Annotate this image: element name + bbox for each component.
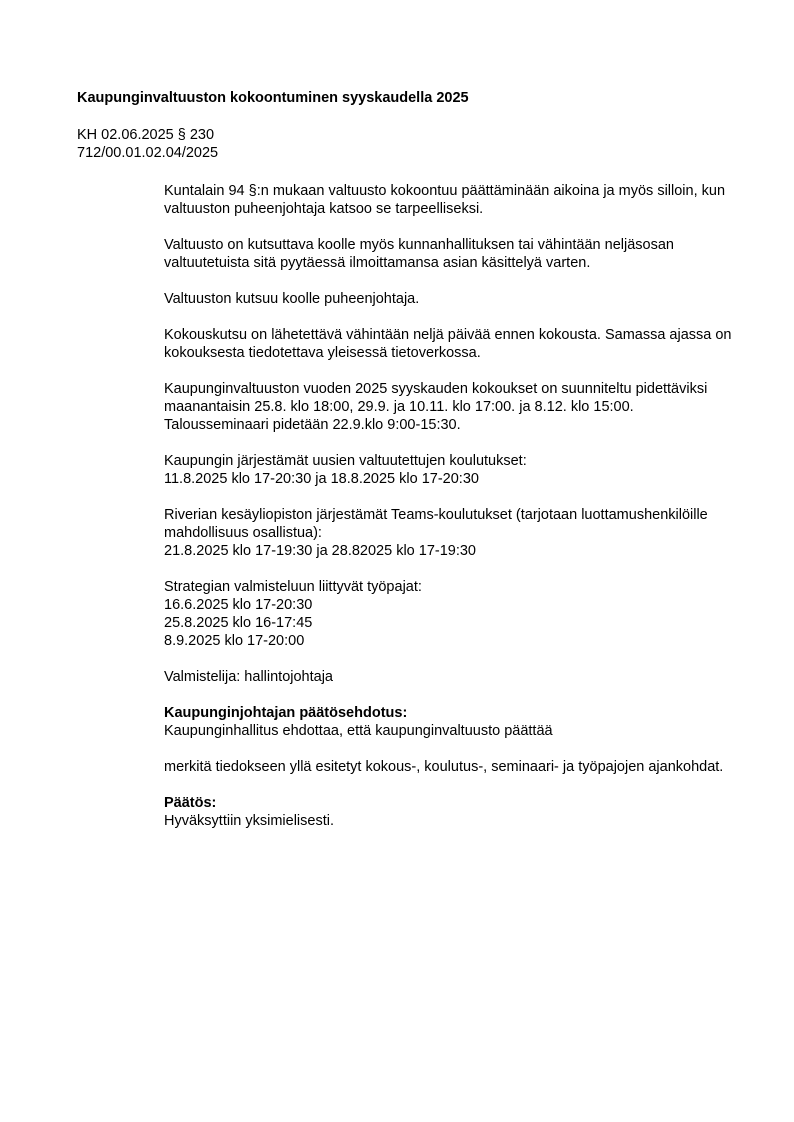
paragraph-strategy-workshops — [164, 578, 754, 650]
proposal-text: Kaupunginhallitus ehdottaa, että kaupunginvaltuusto päättää — [164, 723, 553, 739]
text-line: 11.8.2025 klo 17-20:30 ja 18.8.2025 klo 17-20:30 — [164, 471, 479, 487]
text-line: mahdollisuus osallistua): — [164, 525, 322, 541]
paragraph-convening-request — [164, 236, 754, 272]
text-line: Kaupunginvaltuuston vuoden 2025 syyskauden kokoukset on suunniteltu pidettäviksi — [164, 381, 708, 397]
paragraph-legal-basis — [164, 182, 754, 218]
decision-section — [164, 794, 754, 830]
text-line: Kaupungin järjestämät uusien valtuutettujen koulutukset: — [164, 453, 527, 469]
text-line: Valmistelija: hallintojohtaja — [164, 669, 333, 685]
text-line: Kokouskutsu on lähetettävä vähintään neljä päivää ennen kokousta. Samassa ajassa on — [164, 327, 732, 343]
document-body — [164, 182, 754, 848]
case-number: 712/00.01.02.04/2025 — [77, 145, 219, 161]
text-line: Talousseminaari pidetään 22.9.klo 9:00-15:30. — [164, 417, 461, 433]
text-line: 21.8.2025 klo 17-19:30 ja 28.82025 klo 17-19:30 — [164, 543, 476, 559]
proposal-action: merkitä tiedokseen yllä esitetyt kokous-, koulutus-, seminaari- ja työpajojen ajankohdat. — [164, 759, 724, 775]
paragraph-city-trainings — [164, 452, 754, 488]
text-line: valtuuston puheenjohtaja katsoo se tarpeelliseksi. — [164, 201, 484, 217]
text-line: valtuutetuista sitä pyytäessä ilmoittamansa asian käsittelyä varten. — [164, 255, 591, 271]
decision-heading: Päätös: — [164, 795, 217, 811]
paragraph-invitation — [164, 326, 754, 362]
text-line: Valtuusto on kutsuttava koolle myös kunnanhallituksen tai vähintään neljäsosan — [164, 237, 674, 253]
text-line: 25.8.2025 klo 16-17:45 — [164, 615, 313, 631]
proposal-heading: Kaupunginjohtajan päätösehdotus: — [164, 705, 408, 721]
text-line: Strategian valmisteluun liittyvät työpajat: — [164, 579, 422, 595]
paragraph-chair-convenes — [164, 290, 754, 308]
document-meta — [77, 126, 218, 162]
text-line: Riverian kesäyliopiston järjestämät Teams-koulutukset (tarjotaan luottamushenkilöille — [164, 507, 708, 523]
paragraph-meeting-schedule — [164, 380, 754, 434]
paragraph-teams-trainings — [164, 506, 754, 560]
text-line: Valtuuston kutsuu koolle puheenjohtaja. — [164, 291, 420, 307]
text-line: maanantaisin 25.8. klo 18:00, 29.9. ja 10.11. klo 17:00. ja 8.12. klo 15:00. — [164, 399, 634, 415]
meeting-reference: KH 02.06.2025 § 230 — [77, 127, 215, 143]
text-line: kokouksesta tiedotettava yleisessä tietoverkossa. — [164, 345, 481, 361]
decision-text: Hyväksyttiin yksimielisesti. — [164, 813, 334, 829]
proposal-action-paragraph — [164, 758, 754, 776]
proposal-section — [164, 704, 754, 740]
text-line: 8.9.2025 klo 17-20:00 — [164, 633, 305, 649]
document-title: Kaupunginvaltuuston kokoontuminen syyskaudella 2025 — [77, 90, 469, 106]
text-line: Kuntalain 94 §:n mukaan valtuusto kokoontuu päättäminään aikoina ja myös silloin, kun — [164, 183, 726, 199]
text-line: 16.6.2025 klo 17-20:30 — [164, 597, 313, 613]
paragraph-preparer — [164, 668, 754, 686]
